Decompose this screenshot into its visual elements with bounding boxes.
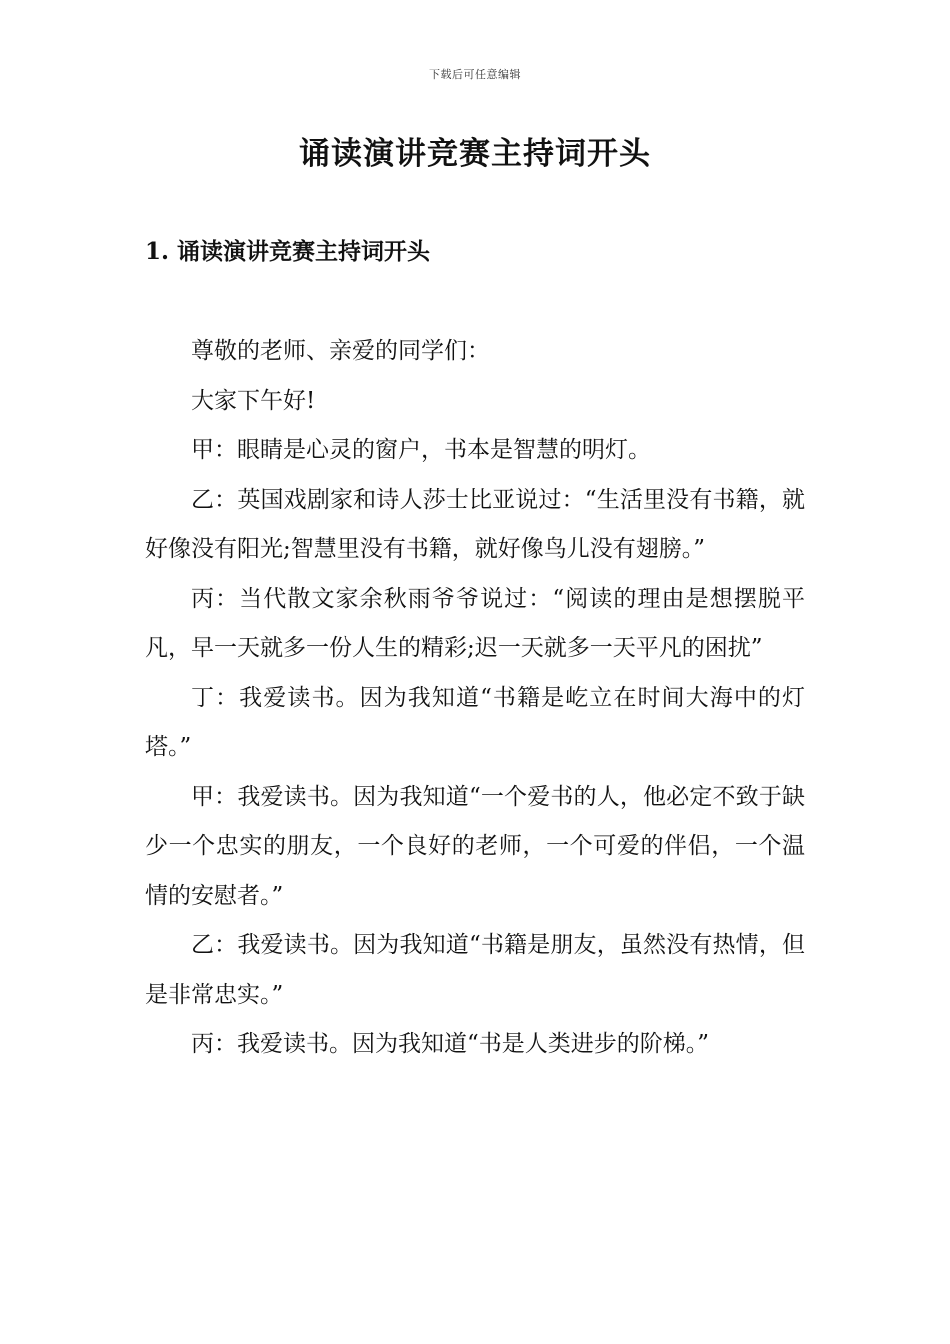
document-title: 诵读演讲竞赛主持词开头 [299, 136, 651, 172]
paragraph-yi-2: 乙：我爱读书。因为我知道“书籍是朋友，虽然没有热情，但是非常忠实。” [145, 932, 805, 1008]
paragraph-jia-2: 甲：我爱读书。因为我知道“一个爱书的人，他必定不致于缺少一个忠实的朋友，一个良好的老师，一个可爱的伴侣，一个温情的安慰者。” [145, 783, 805, 909]
paragraph-yi-1: 乙：英国戏剧家和诗人莎士比亚说过：“生活里没有书籍，就好像没有阳光;智慧里没有书籍，就好像鸟儿没有翅膀。” [145, 486, 805, 562]
section-heading: 1. 诵读演讲竞赛主持词开头 [145, 238, 431, 265]
header-note: 下载后可任意编辑 [429, 68, 521, 81]
paragraph-good-afternoon: 大家下午好! [191, 387, 316, 414]
paragraph-greeting: 尊敬的老师、亲爱的同学们： [191, 338, 490, 364]
paragraph-ding-1: 丁：我爱读书。因为我知道“书籍是屹立在时间大海中的灯塔。” [145, 684, 805, 760]
paragraph-bing-1: 丙：当代散文家余秋雨爷爷说过：“阅读的理由是想摆脱平凡，早一天就多一份人生的精彩;迟一天就多一天平凡的困扰” [145, 585, 805, 661]
document-body [145, 327, 805, 1070]
paragraph-jia-1: 甲：眼睛是心灵的窗户，书本是智慧的明灯。 [191, 437, 651, 463]
paragraph-bing-2: 丙：我爱读书。因为我知道“书是人类进步的阶梯。” [191, 1031, 710, 1057]
